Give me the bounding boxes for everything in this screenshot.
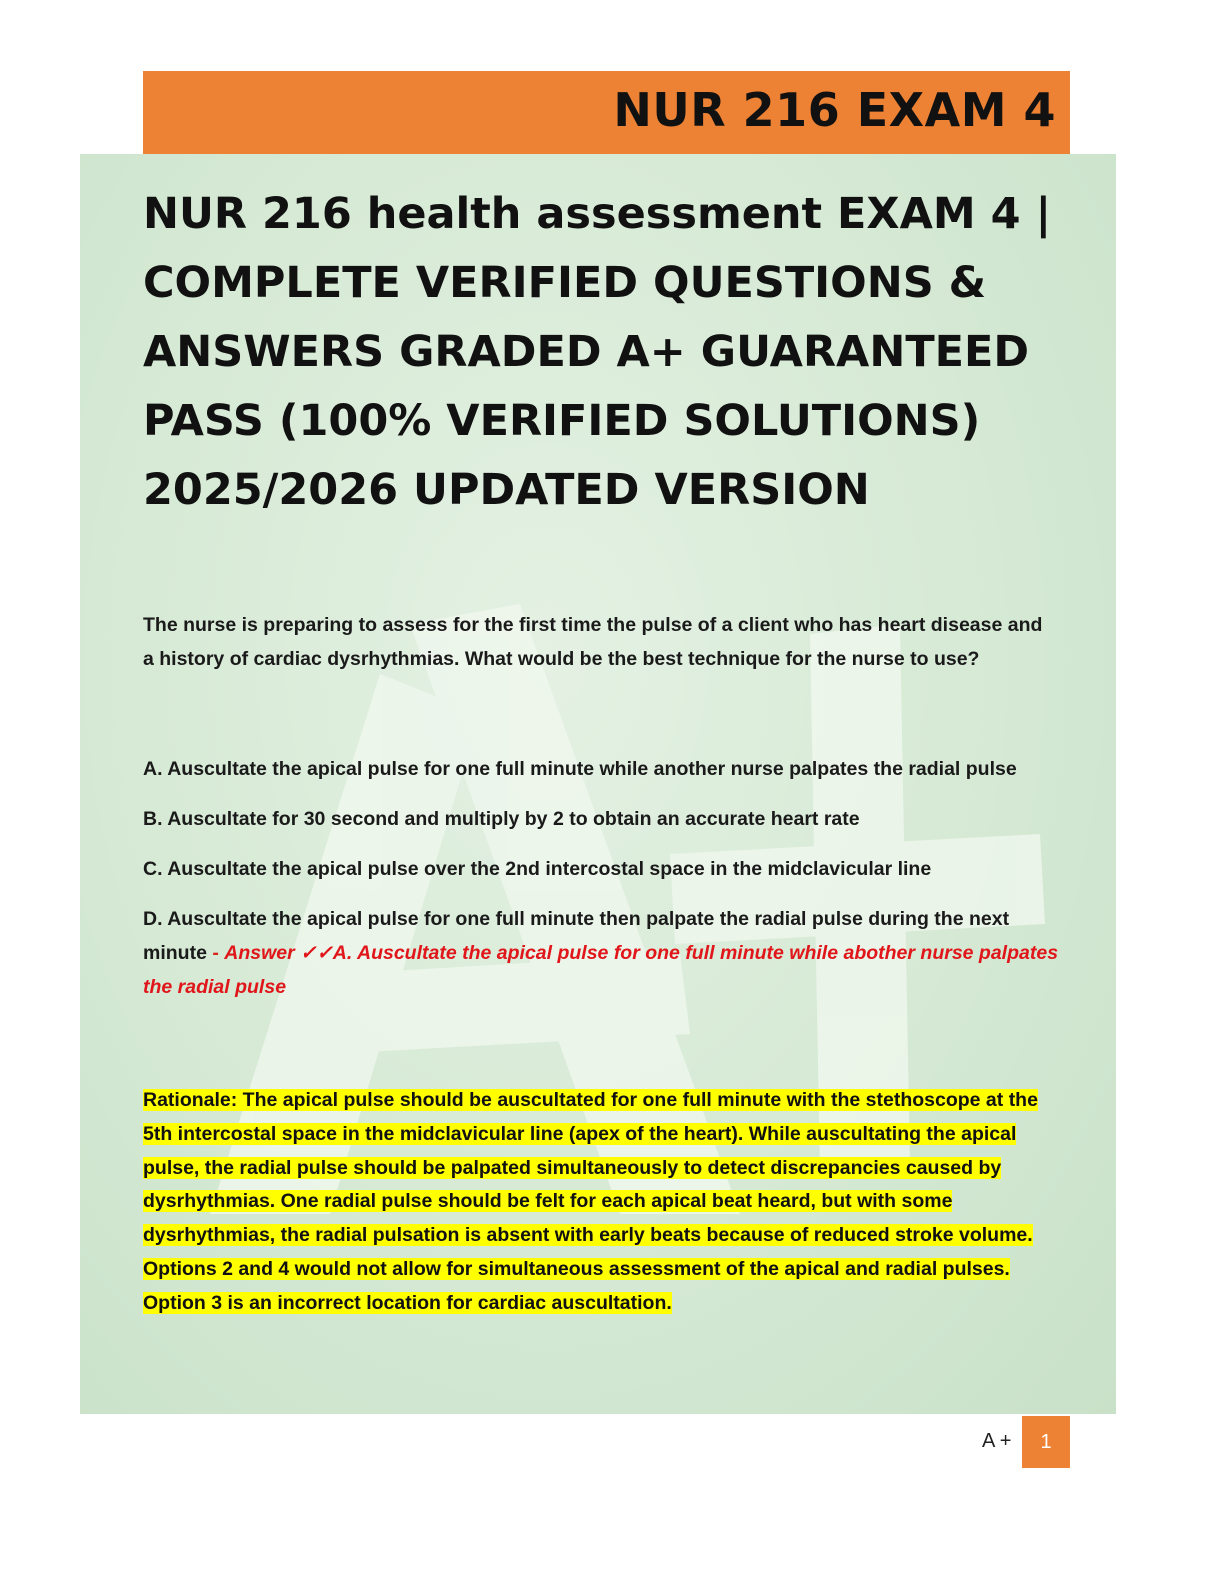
rationale-text: Rationale: The apical pulse should be auscultated for one full minute with the stethoscope at the 5th intercostal space in the midclavicular line (apex of the heart). While auscultating the apical pulse, the radial pulse should be palpated simultaneously to detect discrepancies caused by dysrhythmias. One radial pulse should be felt for each apical beat heard, but with some dysrhythmias, the radial pulsation is absent with early beats because of reduced stroke volume. Options 2 and 4 would not allow for simultaneous assessment of the apical and radial pulses. Option 3 is an incorrect location for cardiac auscultation. [143,1089,1038,1314]
option-b: B. Auscultate for 30 second and multiply by 2 to obtain an accurate heart rate [143,808,860,830]
answer-text: Answer ✓✓A. Auscultate the apical pulse for one full minute while abother nurse palpates the radial pulse [143,942,1059,998]
rationale [143,1084,1063,1321]
header-bar [143,71,1070,154]
page-number: 1 [1022,1416,1070,1468]
answer-separator: - [206,942,225,964]
question-text: The nurse is preparing to assess for the first time the pulse of a client who has heart disease and a history of cardiac dysrhythmias. What would be the best technique for the nurse to use? [143,614,1043,670]
option-a: A. Auscultate the apical pulse for one full minute while another nurse palpates the radial pulse [143,758,1017,780]
header-title: NUR 216 EXAM 4 [613,83,1056,137]
option-d [143,902,1073,1004]
answer-options [143,752,1073,1004]
option-c: C. Auscultate the apical pulse over the 2nd intercostal space in the midclavicular line [143,858,932,880]
document-content [143,180,1073,1321]
option-d-text: D. Auscultate the apical pulse for one full minute then palpate the radial pulse during the next minute [143,908,1010,964]
footer-label: A + [982,1430,1012,1452]
document-title: NUR 216 health assessment EXAM 4 | COMPLETE VERIFIED QUESTIONS & ANSWERS GRADED A+ GUARANTEED PASS (100% VERIFIED SOLUTIONS) 2025/2026 UPDATED VERSION [143,189,1052,515]
